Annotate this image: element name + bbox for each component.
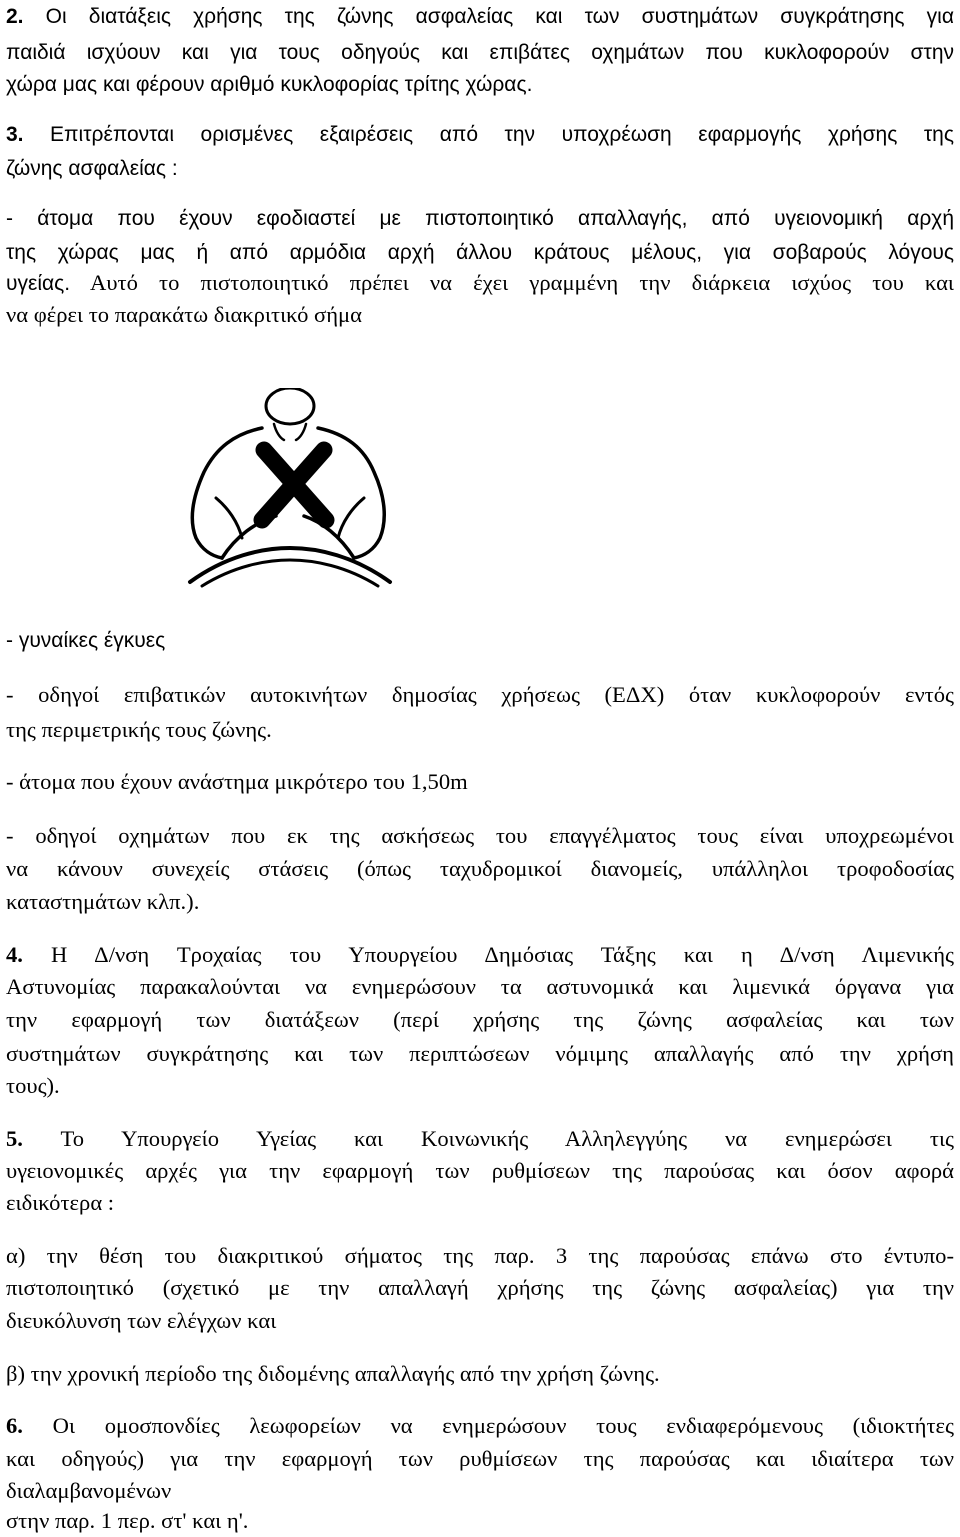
item-a-line-3: διευκόλυνση των ελέγχων και <box>6 1308 277 1333</box>
paragraph-6-line-3: διαλαμβανομένων <box>6 1478 172 1503</box>
paragraph-2-number: 2. <box>6 5 24 28</box>
paragraph-5-line-2: υγειονομικές αρχές για την εφαρμογή των ρυθμίσεων της παρούσας και όσον αφορά <box>6 1158 954 1183</box>
item-b: β) την χρονική περίοδο της διδομένης απαλλαγής από την χρήση ζώνης. <box>6 1361 660 1386</box>
paragraph-3-line-1: 3. Επιτρέπονται ορισμένες εξαιρέσεις από την υποχρέωση εφαρμογής χρήσης της <box>6 123 954 146</box>
paragraph-2-line-1: 2. Οι διατάξεις χρήσης της ζώνης ασφαλείας και των συστημάτων συγκράτησης για <box>6 5 954 28</box>
paragraph-6-line-4: στην παρ. 1 περ. στ' και η'. <box>6 1508 249 1533</box>
item-a-line-1: α) την θέση του διακριτικού σήματος της παρ. 3 της παρούσας επάνω στο έντυπο- <box>6 1243 954 1268</box>
paragraph-3-line-2: ζώνης ασφαλείας : <box>6 157 178 180</box>
paragraph-2-line-3: χώρα μας και φέρουν αριθμό κυκλοφορίας τρίτης χώρας. <box>6 73 533 96</box>
seatbelt-exemption-icon <box>176 388 408 590</box>
exemption-taxi-line-2: της περιμετρικής τους ζώνης. <box>6 717 272 742</box>
exemption-taxi-line-1: - οδηγοί επιβατικών αυτοκινήτων δημοσίας χρήσεως (ΕΔΧ) όταν κυκλοφορούν εντός <box>6 682 954 707</box>
paragraph-6-line-2: και οδηγούς) για την εφαρμογή των ρυθμίσεων της παρούσας και ιδιαίτερα των <box>6 1446 954 1471</box>
exemption-professional-line-2: να κάνουν συνεχείς στάσεις (όπως ταχυδρομικοί διανομείς, υπάλληλοι τροφοδοσίας <box>6 856 954 881</box>
paragraph-5-line-3: ειδικότερα : <box>6 1190 115 1215</box>
exemption-professional-line-1: - οδηγοί οχημάτων που εκ της ασκήσεως του επαγγέλματος τους είναι υποχρεωμένοι <box>6 823 954 848</box>
exemption-professional-line-3: καταστημάτων κλπ.). <box>6 889 200 914</box>
paragraph-5-number: 5. <box>6 1126 23 1151</box>
paragraph-4-number: 4. <box>6 942 23 967</box>
paragraph-6-line-1: 6. Οι ομοσπονδίες λεωφορείων να ενημερώσουν τους ενδιαφερόμενους (ιδιοκτήτες <box>6 1413 954 1438</box>
exemption-medical-line-1: - άτομα που έχουν εφοδιαστεί με πιστοποιητικό απαλλαγής, από υγειονομική αρχή <box>6 207 954 230</box>
paragraph-4-line-3: την εφαρμογή των διατάξεων (περί χρήσης της ζώνης ασφαλείας και των <box>6 1007 954 1032</box>
paragraph-2-line-2: παιδιά ισχύουν και για τους οδηγούς και επιβάτες οχημάτων που κυκλοφορούν στην <box>6 41 954 64</box>
paragraph-5-line-1: 5. Το Υπουργείο Υγείας και Κοινωνικής Αλληλεγγύης να ενημερώσει τις <box>6 1126 954 1151</box>
exemption-medical-line-4: να φέρει το παρακάτω διακριτικό σήμα <box>6 302 362 327</box>
item-a-line-2: πιστοποιητικό (σχετικό με την απαλλαγή χρήσης της ζώνης ασφαλείας) για την <box>6 1275 954 1300</box>
exemption-height: - άτομα που έχουν ανάστημα μικρότερο του 1,50m <box>6 769 468 794</box>
paragraph-4-line-5: τους). <box>6 1073 60 1098</box>
paragraph-4-line-1: 4. Η Δ/νση Τροχαίας του Υπουργείου Δημόσιας Τάξης και η Δ/νση Λιμενικής <box>6 942 954 967</box>
paragraph-4-line-4: συστημάτων συγκράτησης και των περιπτώσεων νόμιμης απαλλαγής από την χρήση <box>6 1041 954 1066</box>
paragraph-6-number: 6. <box>6 1413 23 1438</box>
paragraph-3-number: 3. <box>6 123 24 146</box>
paragraph-4-line-2: Αστυνομίας παρακαλούνται να ενημερώσουν τα αστυνομικά και λιμενικά όργανα για <box>6 974 954 999</box>
exemption-medical-line-2: της χώρας μας ή από αρμόδια αρχή άλλου κράτους μέλους, για σοβαρούς λόγους <box>6 241 954 264</box>
exemption-medical-line-3: υγείας. Αυτό το πιστοποιητικό πρέπει να έχει γραμμένη την διάρκεια ισχύος του και <box>6 270 954 295</box>
exemption-pregnant: - γυναίκες έγκυες <box>6 629 166 652</box>
